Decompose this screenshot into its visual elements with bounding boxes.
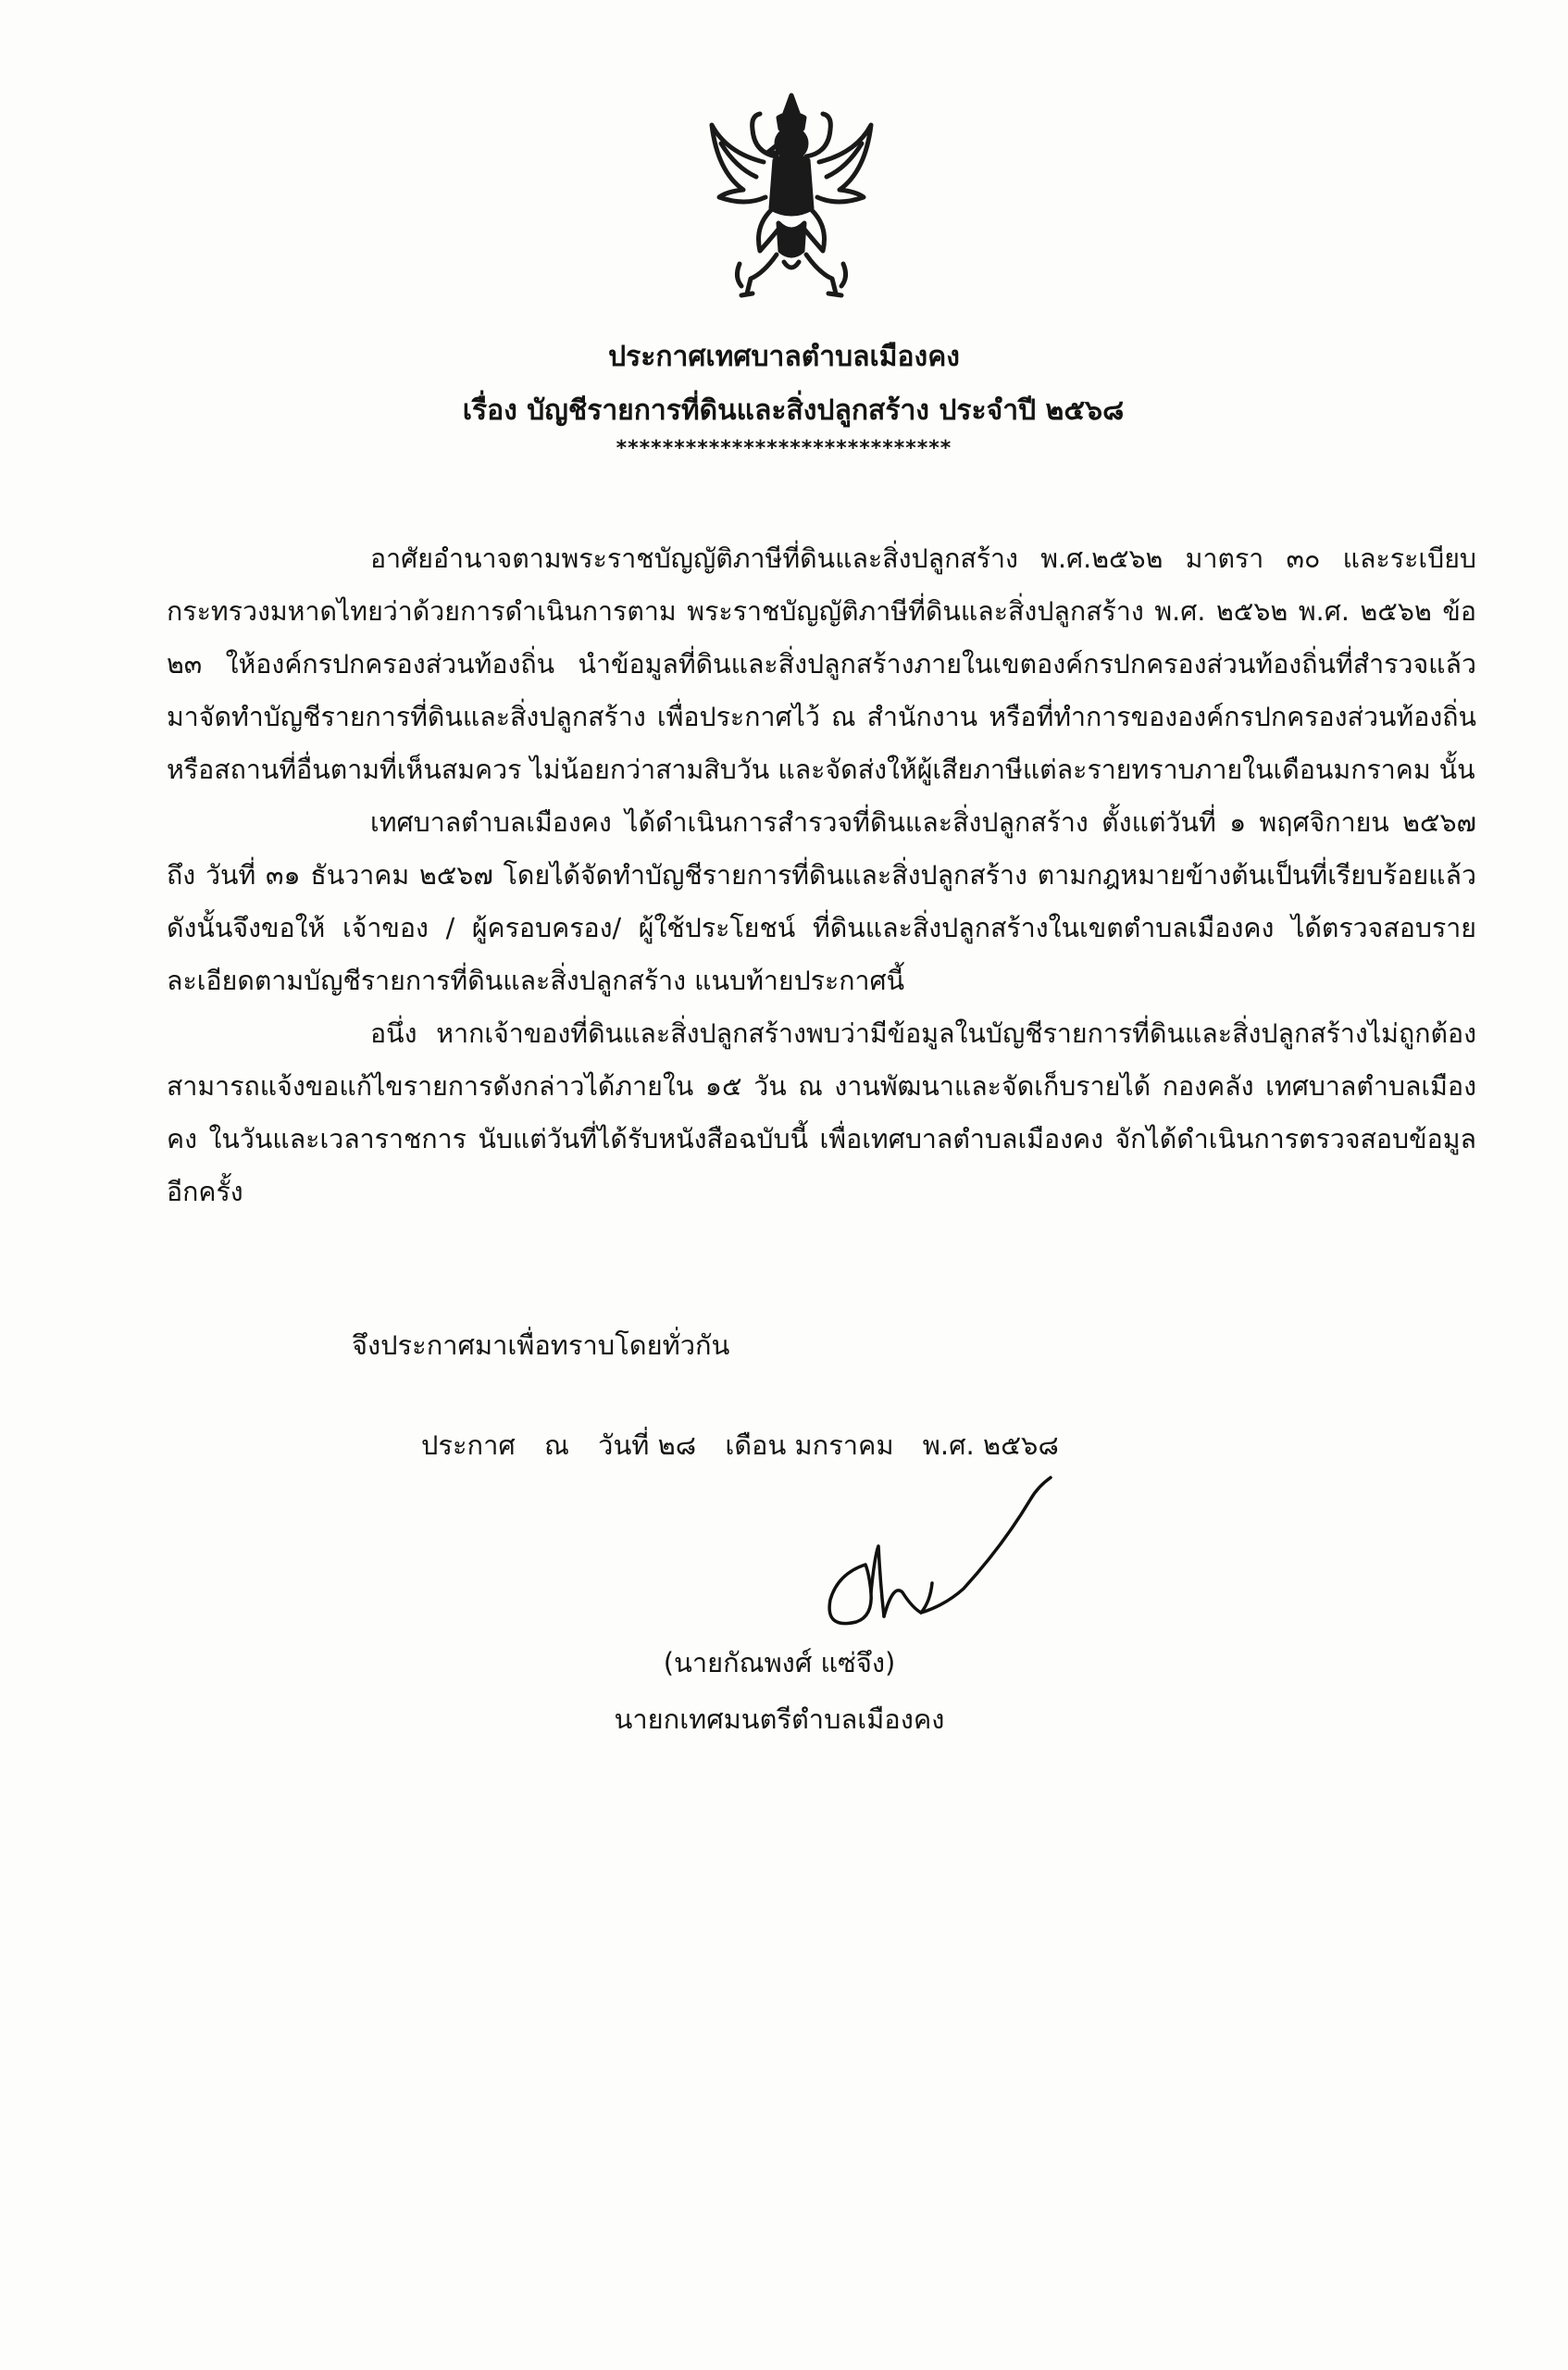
announcement-title: ประกาศเทศบาลตำบลเมืองคง [608, 341, 960, 373]
date-month: เดือน มกราคม [725, 1429, 894, 1461]
handwritten-signature-icon [782, 1444, 1171, 1657]
body-paragraph-3: อนึ่ง หากเจ้าของที่ดินและสิ่งปลูกสร้างพบว่ามีข้อมูลในบัญชีรายการที่ดินและสิ่งปลูกสร้างไม่ถูกต้อง สามารถแจ้งขอแก้ไขรายการดังกล่าวได้ภายใน ๑๕ วัน ณ งานพัฒนาและจัดเก็บรายได้ กองคลัง เทศบาลตำบลเมืองคง ในวันและเวลาราชการ นับแต่วันที่ได้รับหนังสือฉบับนี้ เพื่อเทศบาลตำบลเมืองคง จักได้ดำเนินการตรวจสอบข้อมูลอีกครั้ง [167, 1018, 1476, 1207]
date-year: พ.ศ. ๒๕๖๘ [922, 1429, 1059, 1461]
body-paragraph-1: อาศัยอำนาจตามพระราชบัญญัติภาษีที่ดินและสิ่งปลูกสร้าง พ.ศ.๒๕๖๒ มาตรา ๓๐ และระเบียบกระทรวงมหาดไทยว่าด้วยการดำเนินการตาม พระราชบัญญัติภาษีที่ดินและสิ่งปลูกสร้าง พ.ศ. ๒๕๖๒ พ.ศ. ๒๕๖๒ ข้อ ๒๓ ให้องค์กรปกครองส่วนท้องถิ่น นำข้อมูลที่ดินและสิ่งปลูกสร้างภายในเขตองค์กรปกครองส่วนท้องถิ่นที่สำรวจแล้ว มาจัดทำบัญชีรายการที่ดินและสิ่งปลูกสร้าง เพื่อประกาศไว้ ณ สำนักงาน หรือที่ทำการขององค์กรปกครองส่วนท้องถิ่น หรือสถานที่อื่นตามที่เห็นสมควร ไม่น้อยกว่าสามสิบวัน และจัดส่งให้ผู้เสียภาษีแต่ละรายทราบภายในเดือนมกราคม นั้น [167, 543, 1476, 785]
announcement-body [167, 532, 1476, 1218]
date-label: ประกาศ [421, 1429, 516, 1461]
garuda-emblem-icon [699, 88, 884, 306]
body-paragraph-2: เทศบาลตำบลเมืองคง ได้ดำเนินการสำรวจที่ดินและสิ่งปลูกสร้าง ตั้งแต่วันที่ ๑ พฤศจิกายน ๒๕๖๗ ถึง วันที่ ๓๑ ธันวาคม ๒๕๖๗ โดยได้จัดทำบัญชีรายการที่ดินและสิ่งปลูกสร้าง ตามกฎหมายข้างต้นเป็นที่เรียบร้อยแล้ว ดังนั้นจึงขอให้ เจ้าของ / ผู้ครอบครอง/ ผู้ใช้ประโยชน์ ที่ดินและสิ่งปลูกสร้างในเขตตำบลเมืองคง ได้ตรวจสอบรายละเอียดตามบัญชีรายการที่ดินและสิ่งปลูกสร้าง แนบท้ายประกาศนี้ [167, 807, 1476, 996]
announcement-subject: เรื่อง บัญชีรายการที่ดินและสิ่งปลูกสร้าง ประจำปี ๒๕๖๘ [462, 394, 1125, 427]
header-divider: ***************************** [616, 437, 952, 460]
date-at: ณ [544, 1429, 569, 1461]
date-day: วันที่ ๒๘ [598, 1429, 697, 1461]
signatory-name: (นายกัณพงศ์ แซ่จึง) [663, 1647, 896, 1678]
signatory-position: นายกเทศมนตรีตำบลเมืองคง [614, 1703, 945, 1735]
closing-statement: จึงประกาศมาเพื่อทราบโดยทั่วกัน [352, 1329, 730, 1361]
